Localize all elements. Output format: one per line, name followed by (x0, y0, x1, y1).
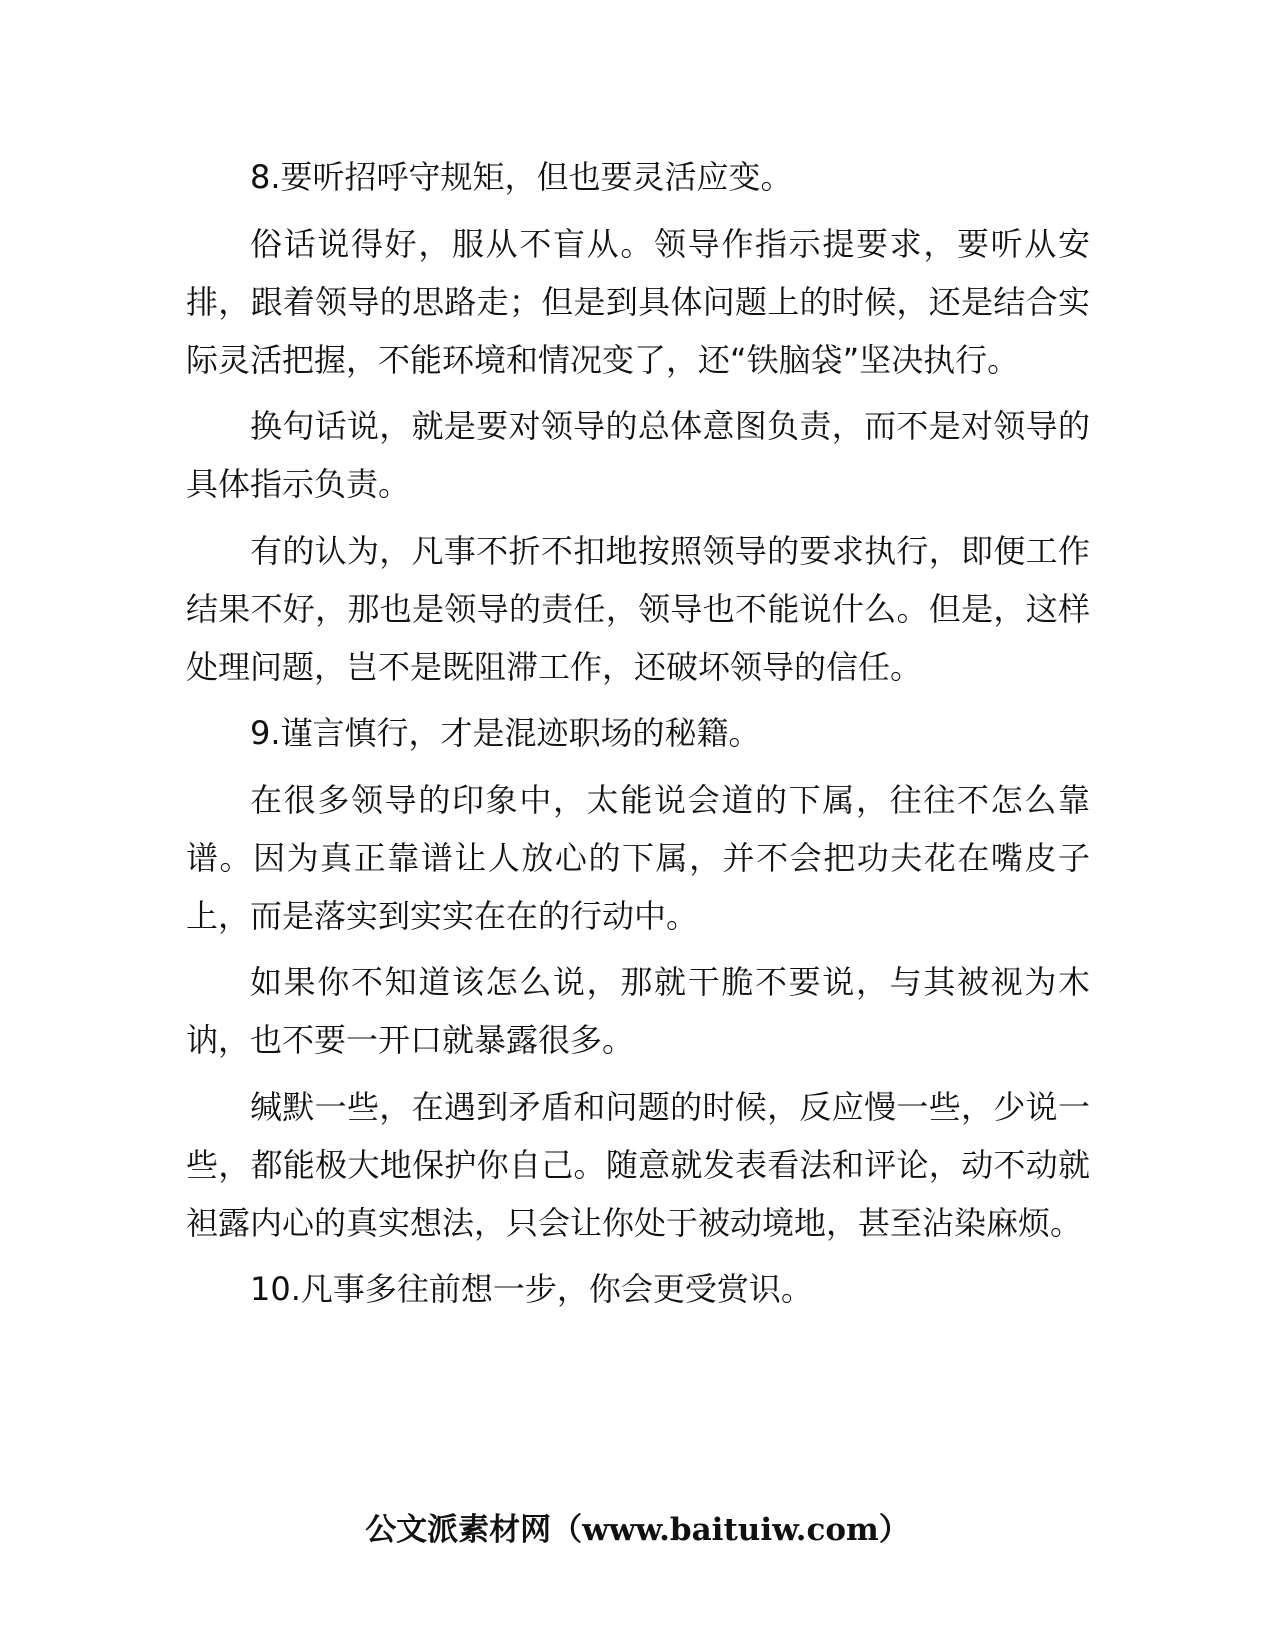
paragraph: 缄默一些，在遇到矛盾和问题的时候，反应慢一些，少说一些，都能极大地保护你自己。随意就发表看法和评论，动不动就袒露内心的真实想法，只会让你处于被动境地，甚至沾染麻烦。 (186, 1087, 1090, 1242)
paragraph: 有的认为，凡事不折不扣地按照领导的要求执行，即便工作结果不好，那也是领导的责任，领导也不能说什么。但是，这样处理问题，岂不是既阻滞工作，还破坏领导的信任。 (186, 531, 1090, 686)
paragraph: 俗话说得好，服从不盲从。领导作指示提要求，要听从安排，跟着领导的思路走；但是到具体问题上的时候，还是结合实际灵活把握，不能环境和情况变了，还“铁脑袋”坚决执行。 (186, 224, 1090, 379)
page-footer: 公文派素材网（www.baituiw.com） (365, 1512, 910, 1548)
heading-9: 9.谨言慎行，才是混迹职场的秘籍。 (250, 714, 761, 752)
paragraph: 在很多领导的印象中，太能说会道的下属，往往不怎么靠谱。因为真正靠谱让人放心的下属，并不会把功夫花在嘴皮子上，而是落实到实实在在的行动中。 (186, 780, 1090, 935)
heading-8: 8.要听招呼守规矩，但也要灵活应变。 (250, 158, 793, 196)
document-body (186, 148, 1090, 1327)
paragraph: 如果你不知道该怎么说，那就干脆不要说，与其被视为木讷，也不要一开口就暴露很多。 (186, 963, 1090, 1059)
heading-10: 10.凡事多往前想一步，你会更受赏识。 (250, 1270, 813, 1308)
paragraph: 换句话说，就是要对领导的总体意图负责，而不是对领导的具体指示负责。 (186, 407, 1090, 503)
